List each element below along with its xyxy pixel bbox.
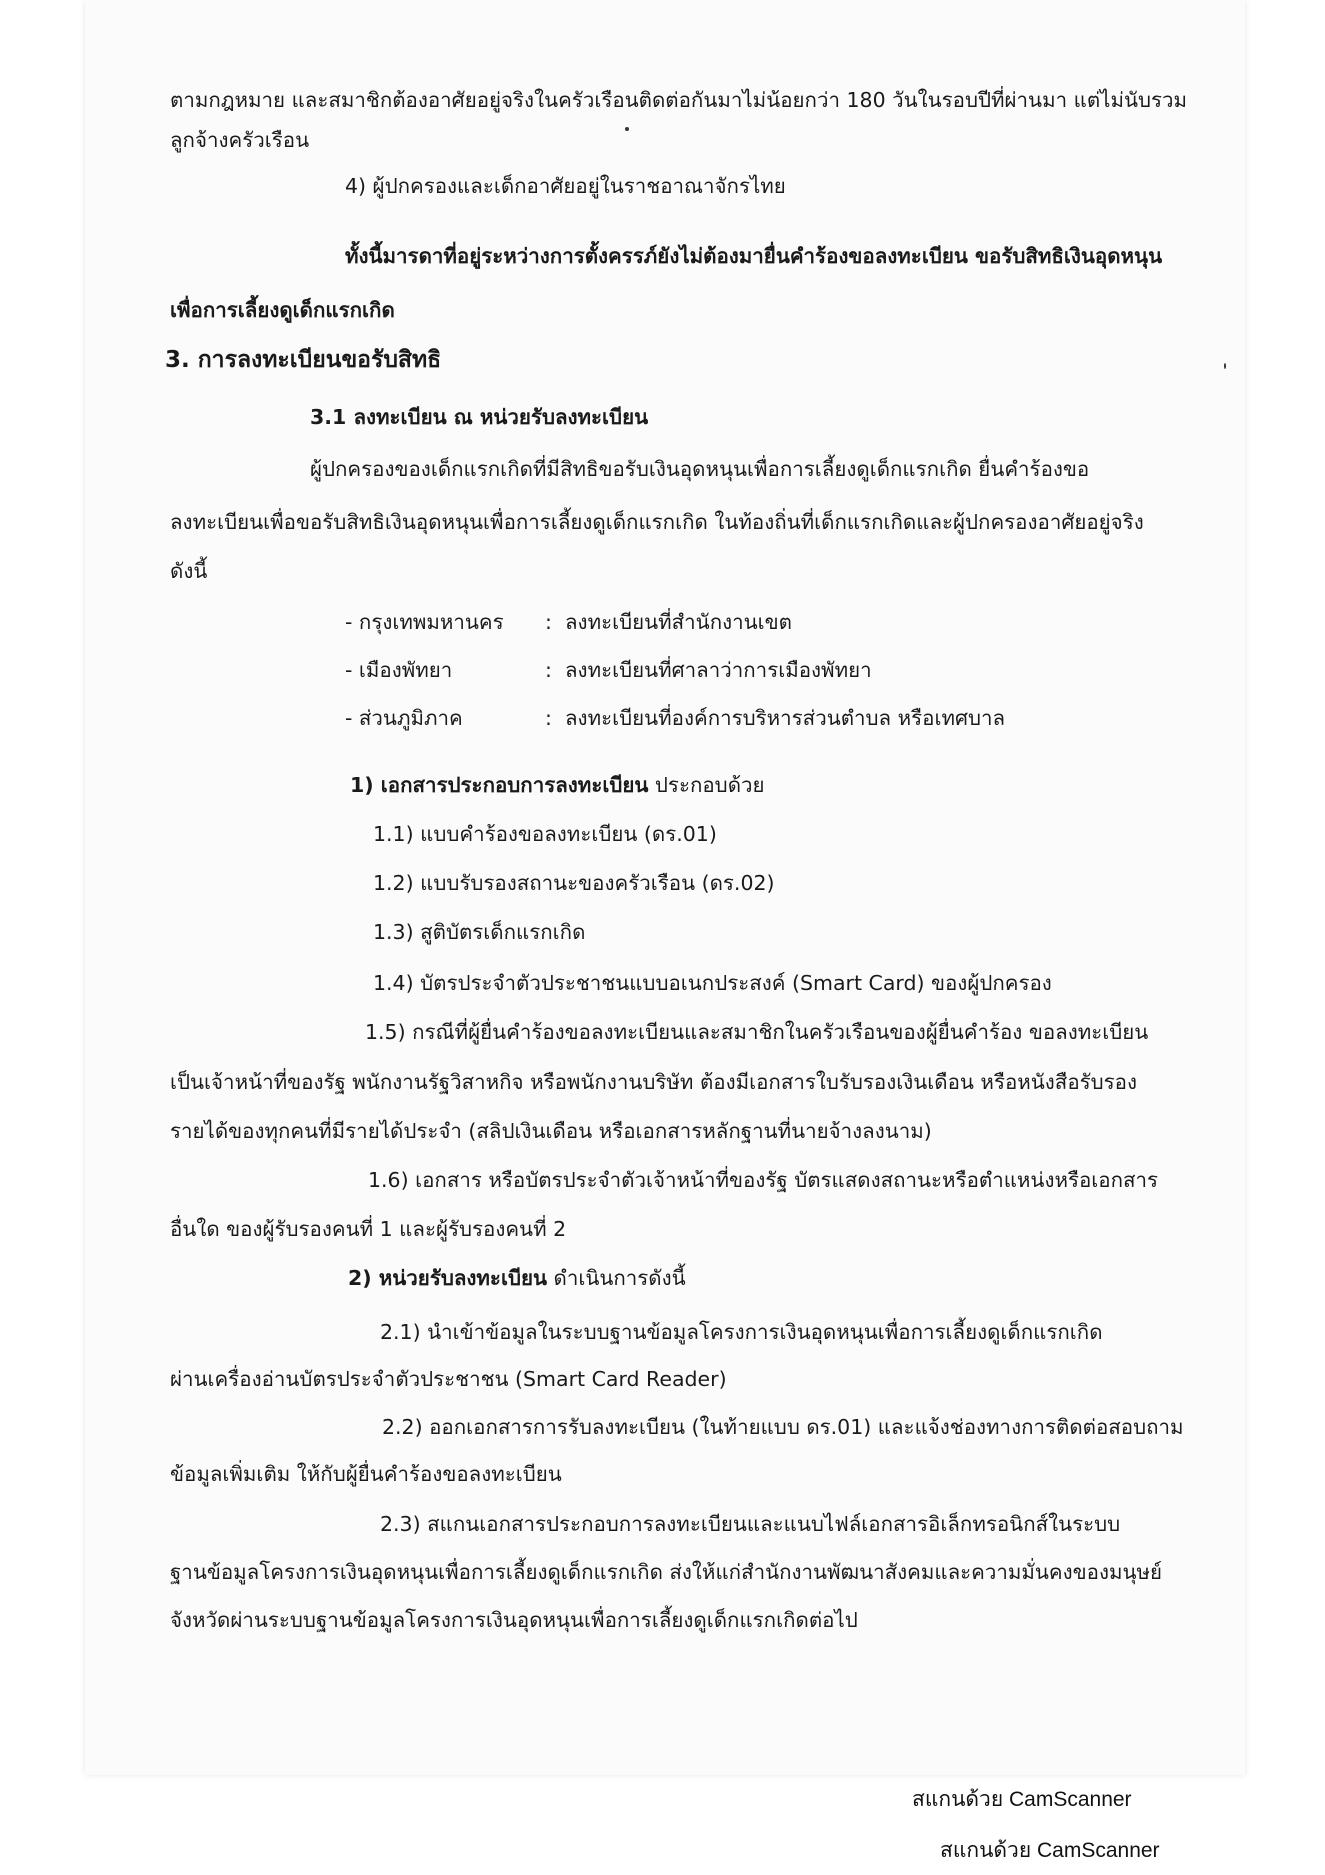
camscanner-watermark: สแกนด้วย CamScanner [940, 1839, 1160, 1862]
docs-heading-bold: 1) เอกสารประกอบการลงทะเบียน [350, 773, 649, 797]
text-line: เป็นเจ้าหน้าที่ของรัฐ พนักงานรัฐวิสาหกิจ หรือพนักงานบริษัท ต้องมีเอกสารใบรับรองเงินเดือน หรือหนังสือรับรอง [170, 1070, 1137, 1094]
text-line: ผู้ปกครองของเด็กแรกเกิดที่มีสิทธิขอรับเงินอุดหนุนเพื่อการเลี้ยงดูเด็กแรกเกิด ยื่นคำร้องขอ [310, 457, 1090, 481]
place-where: ลงทะเบียนที่สำนักงานเขต [565, 610, 792, 634]
list-item: 1.4) บัตรประจำตัวประชาชนแบบอเนกประสงค์ (Smart Card) ของผู้ปกครอง [373, 971, 1052, 995]
list-item: 1.3) สูติบัตรเด็กแรกเกิด [373, 920, 586, 944]
unit-heading-rest: ดำเนินการดังนี้ [553, 1266, 686, 1290]
place-where: ลงทะเบียนที่ศาลาว่าการเมืองพัทยา [565, 658, 872, 682]
place-separator: : [545, 706, 552, 730]
list-item: 4) ผู้ปกครองและเด็กอาศัยอยู่ในราชอาณาจักรไทย [345, 174, 786, 198]
note-text: เพื่อการเลี้ยงดูเด็กแรกเกิด [170, 298, 395, 322]
place-separator: : [545, 658, 552, 682]
list-item: 1.2) แบบรับรองสถานะของครัวเรือน (ดร.02) [373, 871, 775, 895]
text-line: ลงทะเบียนเพื่อขอรับสิทธิเงินอุดหนุนเพื่อการเลี้ยงดูเด็กแรกเกิด ในท้องถิ่นที่เด็กแรกเกิดและผู้ปกครองอาศัยอยู่จริง [170, 510, 1144, 534]
subsection-heading: 3.1 ลงทะเบียน ณ หน่วยรับลงทะเบียน [310, 405, 649, 429]
note-text: ทั้งนี้มารดาที่อยู่ระหว่างการตั้งครรภ์ยังไม่ต้องมายื่นคำร้องขอลงทะเบียน ขอรับสิทธิเงินอุดหนุน [345, 244, 1163, 268]
docs-heading-rest: ประกอบด้วย [654, 773, 765, 797]
place-area: - กรุงเทพมหานคร [345, 610, 504, 634]
text-line: ผ่านเครื่องอ่านบัตรประจำตัวประชาชน (Smart Card Reader) [170, 1367, 727, 1391]
place-area: - ส่วนภูมิภาค [345, 706, 463, 730]
place-area: - เมืองพัทยา [345, 658, 453, 682]
scan-speck [625, 127, 629, 131]
list-item: 2.1) นำเข้าข้อมูลในระบบฐานข้อมูลโครงการเงินอุดหนุนเพื่อการเลี้ยงดูเด็กแรกเกิด [380, 1320, 1103, 1344]
unit-heading-bold: 2) หน่วยรับลงทะเบียน [348, 1266, 547, 1290]
text-line: จังหวัดผ่านระบบฐานข้อมูลโครงการเงินอุดหนุนเพื่อการเลี้ยงดูเด็กแรกเกิดต่อไป [170, 1608, 858, 1632]
scan-speck [1224, 363, 1226, 369]
unit-heading [348, 1264, 686, 1292]
docs-heading [350, 771, 765, 799]
list-item: 2.2) ออกเอกสารการรับลงทะเบียน (ในท้ายแบบ ดร.01) และแจ้งช่องทางการติดต่อสอบถาม [382, 1415, 1184, 1439]
list-item: 1.6) เอกสาร หรือบัตรประจำตัวเจ้าหน้าที่ของรัฐ บัตรแสดงสถานะหรือตำแหน่งหรือเอกสาร [368, 1168, 1159, 1192]
text-line: ดังนี้ [170, 559, 208, 583]
place-separator: : [545, 610, 552, 634]
text-line: ตามกฎหมาย และสมาชิกต้องอาศัยอยู่จริงในครัวเรือนติดต่อกันมาไม่น้อยกว่า 180 วันในรอบปีที่ผ่านมา แต่ไม่นับรวม [170, 88, 1188, 112]
list-item: 1.1) แบบคำร้องขอลงทะเบียน (ดร.01) [373, 822, 717, 846]
text-line: ลูกจ้างครัวเรือน [170, 128, 310, 152]
text-line: รายได้ของทุกคนที่มีรายได้ประจำ (สลิปเงินเดือน หรือเอกสารหลักฐานที่นายจ้างลงนาม) [170, 1119, 932, 1143]
camscanner-watermark: สแกนด้วย CamScanner [912, 1788, 1132, 1811]
text-line: ข้อมูลเพิ่มเติม ให้กับผู้ยื่นคำร้องขอลงทะเบียน [170, 1462, 562, 1486]
text-line: ฐานข้อมูลโครงการเงินอุดหนุนเพื่อการเลี้ยงดูเด็กแรกเกิด ส่งให้แก่สำนักงานพัฒนาสังคมและความมั่นคงของมนุษย์ [170, 1560, 1163, 1584]
list-item: 1.5) กรณีที่ผู้ยื่นคำร้องขอลงทะเบียนและสมาชิกในครัวเรือนของผู้ยื่นคำร้อง ขอลงทะเบียน [365, 1020, 1149, 1044]
list-item: 2.3) สแกนเอกสารประกอบการลงทะเบียนและแนบไฟล์เอกสารอิเล็กทรอนิกส์ในระบบ [380, 1512, 1121, 1536]
place-where: ลงทะเบียนที่องค์การบริหารส่วนตำบล หรือเทศบาล [565, 706, 1006, 730]
text-line: อื่นใด ของผู้รับรองคนที่ 1 และผู้รับรองคนที่ 2 [170, 1217, 567, 1241]
section-heading: 3. การลงทะเบียนขอรับสิทธิ [165, 347, 442, 373]
